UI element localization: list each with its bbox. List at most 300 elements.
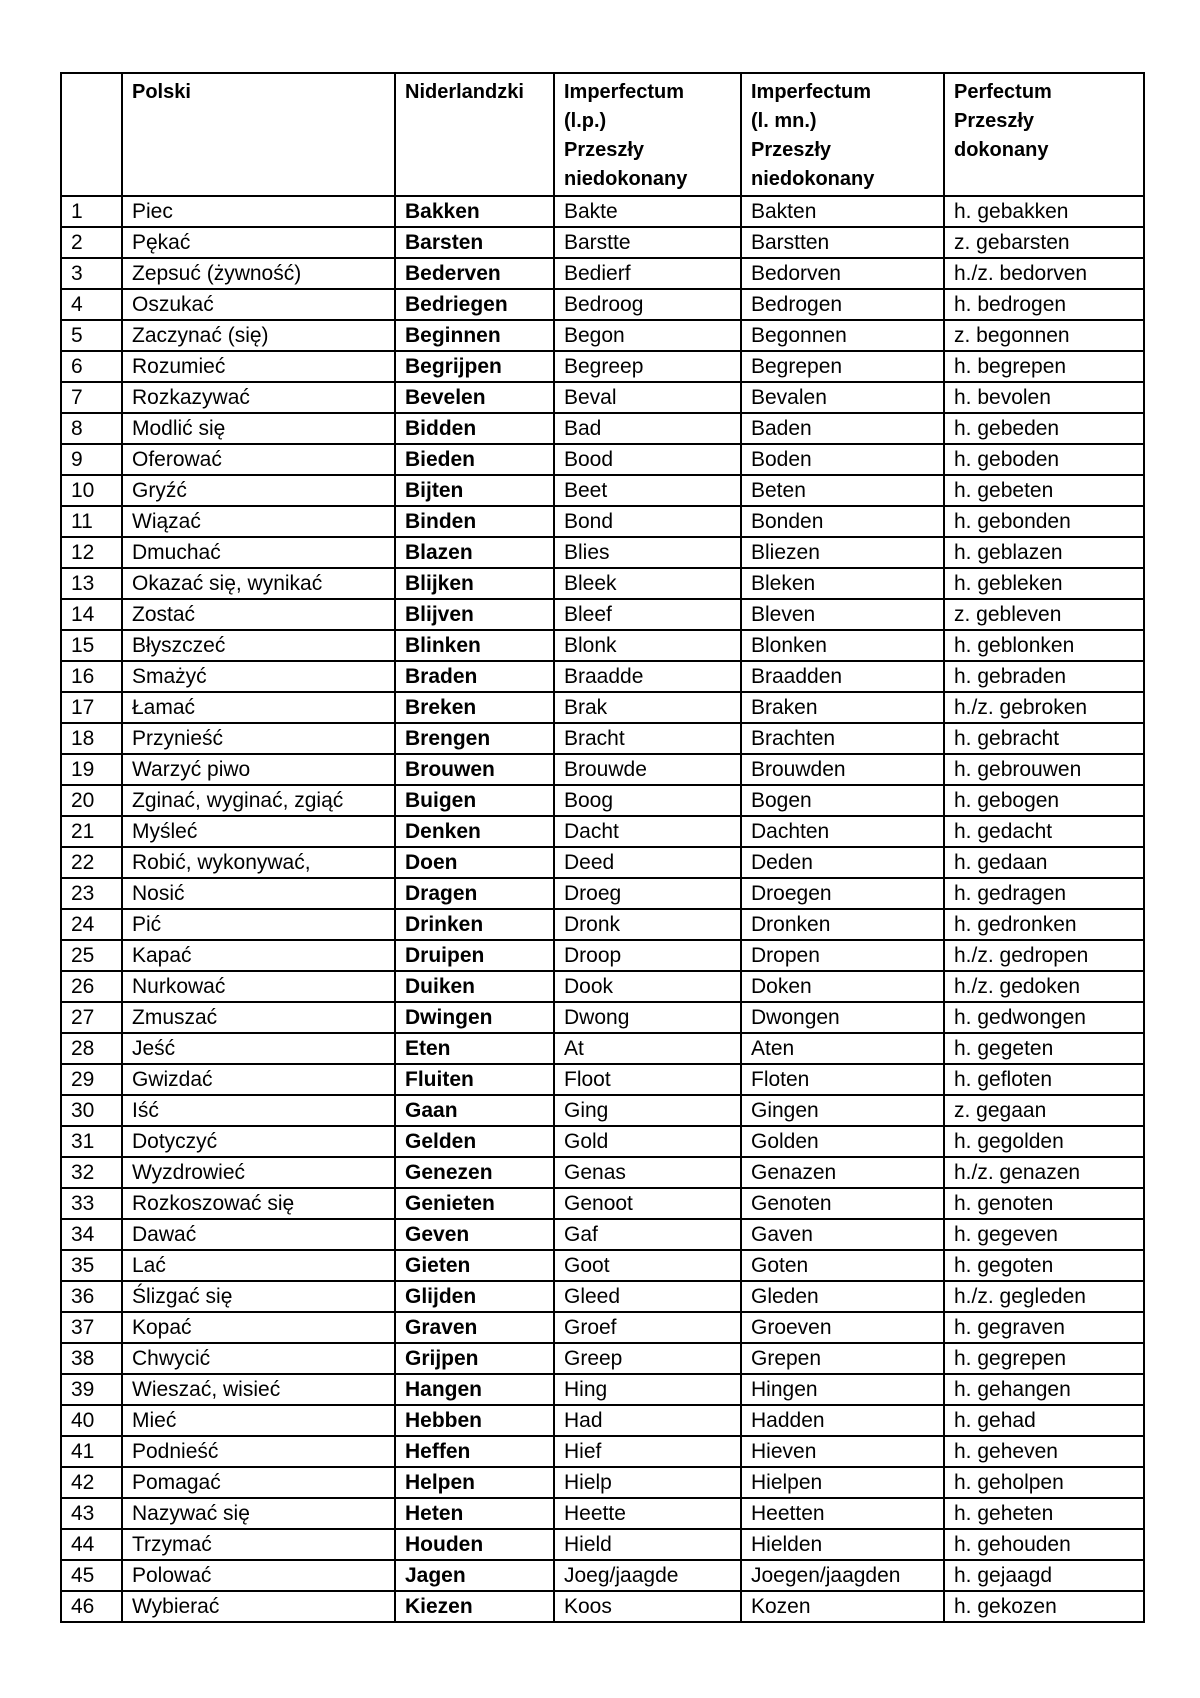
perfectum: h. gegrepen bbox=[944, 1343, 1144, 1374]
imperfectum-plural: Bonden bbox=[741, 506, 944, 537]
perfectum: h. gebeten bbox=[944, 475, 1144, 506]
imperfectum-singular: Droeg bbox=[554, 878, 741, 909]
imperfectum-plural: Gleden bbox=[741, 1281, 944, 1312]
imperfectum-singular: Deed bbox=[554, 847, 741, 878]
perfectum: h. gekozen bbox=[944, 1591, 1144, 1622]
table-row bbox=[61, 1064, 1144, 1095]
row-number: 22 bbox=[61, 847, 122, 878]
polish-verb: Podnieść bbox=[122, 1436, 395, 1467]
table-row bbox=[61, 1250, 1144, 1281]
table-row bbox=[61, 599, 1144, 630]
table-row bbox=[61, 785, 1144, 816]
polish-verb: Wyzdrowieć bbox=[122, 1157, 395, 1188]
table-row bbox=[61, 1219, 1144, 1250]
row-number: 23 bbox=[61, 878, 122, 909]
imperfectum-singular: Dronk bbox=[554, 909, 741, 940]
table-row bbox=[61, 754, 1144, 785]
imperfectum-singular: Bracht bbox=[554, 723, 741, 754]
imperfectum-plural: Joegen/jaagden bbox=[741, 1560, 944, 1591]
header-line: (l.p.) bbox=[564, 110, 607, 132]
imperfectum-plural: Begrepen bbox=[741, 351, 944, 382]
table-row bbox=[61, 196, 1144, 227]
perfectum: h. gebleken bbox=[944, 568, 1144, 599]
imperfectum-plural: Gingen bbox=[741, 1095, 944, 1126]
perfectum: h. gedronken bbox=[944, 909, 1144, 940]
polish-verb: Zaczynać (się) bbox=[122, 320, 395, 351]
row-number: 27 bbox=[61, 1002, 122, 1033]
imperfectum-singular: Bedierf bbox=[554, 258, 741, 289]
imperfectum-singular: Greep bbox=[554, 1343, 741, 1374]
table-row bbox=[61, 630, 1144, 661]
header-line: Przeszły bbox=[954, 110, 1035, 132]
imperfectum-singular: Hief bbox=[554, 1436, 741, 1467]
imperfectum-singular: Brak bbox=[554, 692, 741, 723]
polish-verb: Rozkoszować się bbox=[122, 1188, 395, 1219]
imperfectum-singular: Bood bbox=[554, 444, 741, 475]
perfectum: h./z. gedropen bbox=[944, 940, 1144, 971]
polish-verb: Lać bbox=[122, 1250, 395, 1281]
imperfectum-plural: Goten bbox=[741, 1250, 944, 1281]
perfectum: h. gedacht bbox=[944, 816, 1144, 847]
imperfectum-singular: Dook bbox=[554, 971, 741, 1002]
dutch-verb: Breken bbox=[395, 692, 554, 723]
header-line: Perfectum bbox=[954, 81, 1052, 103]
table-row bbox=[61, 1126, 1144, 1157]
imperfectum-singular: Bleek bbox=[554, 568, 741, 599]
imperfectum-plural: Groeven bbox=[741, 1312, 944, 1343]
dutch-verb: Blijven bbox=[395, 599, 554, 630]
dutch-verb: Begrijpen bbox=[395, 351, 554, 382]
table-row bbox=[61, 878, 1144, 909]
imperfectum-singular: Koos bbox=[554, 1591, 741, 1622]
imperfectum-plural: Hieven bbox=[741, 1436, 944, 1467]
perfectum: z. gegaan bbox=[944, 1095, 1144, 1126]
imperfectum-plural: Baden bbox=[741, 413, 944, 444]
perfectum: h. gedwongen bbox=[944, 1002, 1144, 1033]
imperfectum-plural: Gaven bbox=[741, 1219, 944, 1250]
table-row bbox=[61, 475, 1144, 506]
polish-verb: Dotyczyć bbox=[122, 1126, 395, 1157]
imperfectum-singular: Bond bbox=[554, 506, 741, 537]
perfectum: z. gebleven bbox=[944, 599, 1144, 630]
imperfectum-plural: Hingen bbox=[741, 1374, 944, 1405]
perfectum: z. gebarsten bbox=[944, 227, 1144, 258]
imperfectum-singular: Gold bbox=[554, 1126, 741, 1157]
table-row bbox=[61, 227, 1144, 258]
imperfectum-plural: Boden bbox=[741, 444, 944, 475]
imperfectum-singular: Gleed bbox=[554, 1281, 741, 1312]
row-number: 18 bbox=[61, 723, 122, 754]
header-line: niedokonany bbox=[751, 168, 875, 190]
perfectum: h. gegolden bbox=[944, 1126, 1144, 1157]
imperfectum-plural: Bedorven bbox=[741, 258, 944, 289]
row-number: 8 bbox=[61, 413, 122, 444]
dutch-verb: Barsten bbox=[395, 227, 554, 258]
row-number: 4 bbox=[61, 289, 122, 320]
dutch-verb: Blazen bbox=[395, 537, 554, 568]
polish-verb: Wiązać bbox=[122, 506, 395, 537]
perfectum: h./z. gegleden bbox=[944, 1281, 1144, 1312]
imperfectum-singular: Begon bbox=[554, 320, 741, 351]
header-line: Imperfectum bbox=[751, 81, 872, 103]
dutch-verb: Kiezen bbox=[395, 1591, 554, 1622]
polish-verb: Warzyć piwo bbox=[122, 754, 395, 785]
perfectum: h. geblazen bbox=[944, 537, 1144, 568]
header-line: Przeszły bbox=[751, 139, 832, 161]
perfectum: h. gegoten bbox=[944, 1250, 1144, 1281]
polish-verb: Piec bbox=[122, 196, 395, 227]
imperfectum-singular: Blonk bbox=[554, 630, 741, 661]
polish-verb: Rozkazywać bbox=[122, 382, 395, 413]
perfectum: h. gehouden bbox=[944, 1529, 1144, 1560]
row-number: 13 bbox=[61, 568, 122, 599]
table-row bbox=[61, 909, 1144, 940]
dutch-verb: Brouwen bbox=[395, 754, 554, 785]
polish-verb: Myśleć bbox=[122, 816, 395, 847]
perfectum: h. gegeven bbox=[944, 1219, 1144, 1250]
header-line: dokonany bbox=[954, 139, 1049, 161]
polish-verb: Oszukać bbox=[122, 289, 395, 320]
row-number: 19 bbox=[61, 754, 122, 785]
imperfectum-plural: Hadden bbox=[741, 1405, 944, 1436]
imperfectum-singular: Had bbox=[554, 1405, 741, 1436]
verb-rows bbox=[61, 196, 1144, 1622]
dutch-verb: Binden bbox=[395, 506, 554, 537]
perfectum: h./z. gebroken bbox=[944, 692, 1144, 723]
row-number: 31 bbox=[61, 1126, 122, 1157]
header-line: niedokonany bbox=[564, 168, 688, 190]
imperfectum-plural: Dwongen bbox=[741, 1002, 944, 1033]
row-number: 38 bbox=[61, 1343, 122, 1374]
perfectum: h. geholpen bbox=[944, 1467, 1144, 1498]
polish-verb: Zmuszać bbox=[122, 1002, 395, 1033]
polish-verb: Mieć bbox=[122, 1405, 395, 1436]
imperfectum-plural: Bliezen bbox=[741, 537, 944, 568]
table-row bbox=[61, 816, 1144, 847]
imperfectum-singular: Braadde bbox=[554, 661, 741, 692]
polish-verb: Pić bbox=[122, 909, 395, 940]
row-number: 20 bbox=[61, 785, 122, 816]
verb-table bbox=[60, 72, 1145, 1623]
dutch-verb: Bedriegen bbox=[395, 289, 554, 320]
perfectum: h./z. genazen bbox=[944, 1157, 1144, 1188]
polish-verb: Nazywać się bbox=[122, 1498, 395, 1529]
imperfectum-singular: Ging bbox=[554, 1095, 741, 1126]
imperfectum-plural: Hielden bbox=[741, 1529, 944, 1560]
header-niderlandzki: Niderlandzki bbox=[395, 73, 554, 196]
polish-verb: Gryźć bbox=[122, 475, 395, 506]
polish-verb: Iść bbox=[122, 1095, 395, 1126]
imperfectum-plural: Doken bbox=[741, 971, 944, 1002]
dutch-verb: Beginnen bbox=[395, 320, 554, 351]
dutch-verb: Blijken bbox=[395, 568, 554, 599]
dutch-verb: Genezen bbox=[395, 1157, 554, 1188]
imperfectum-singular: Bleef bbox=[554, 599, 741, 630]
row-number: 42 bbox=[61, 1467, 122, 1498]
dutch-verb: Bidden bbox=[395, 413, 554, 444]
imperfectum-plural: Bakten bbox=[741, 196, 944, 227]
row-number: 29 bbox=[61, 1064, 122, 1095]
imperfectum-singular: Hielp bbox=[554, 1467, 741, 1498]
table-row bbox=[61, 1095, 1144, 1126]
imperfectum-singular: Bad bbox=[554, 413, 741, 444]
perfectum: h. gehangen bbox=[944, 1374, 1144, 1405]
polish-verb: Smażyć bbox=[122, 661, 395, 692]
table-row bbox=[61, 1374, 1144, 1405]
polish-verb: Oferować bbox=[122, 444, 395, 475]
table-row bbox=[61, 413, 1144, 444]
table-row bbox=[61, 289, 1144, 320]
dutch-verb: Brengen bbox=[395, 723, 554, 754]
table-row bbox=[61, 661, 1144, 692]
dutch-verb: Denken bbox=[395, 816, 554, 847]
imperfectum-plural: Dachten bbox=[741, 816, 944, 847]
dutch-verb: Braden bbox=[395, 661, 554, 692]
imperfectum-plural: Grepen bbox=[741, 1343, 944, 1374]
imperfectum-plural: Dronken bbox=[741, 909, 944, 940]
polish-verb: Łamać bbox=[122, 692, 395, 723]
table-row bbox=[61, 723, 1144, 754]
row-number: 15 bbox=[61, 630, 122, 661]
dutch-verb: Glijden bbox=[395, 1281, 554, 1312]
row-number: 3 bbox=[61, 258, 122, 289]
imperfectum-singular: Begreep bbox=[554, 351, 741, 382]
dutch-verb: Bevelen bbox=[395, 382, 554, 413]
perfectum: h. gefloten bbox=[944, 1064, 1144, 1095]
imperfectum-plural: Braadden bbox=[741, 661, 944, 692]
table-row bbox=[61, 940, 1144, 971]
table-row bbox=[61, 320, 1144, 351]
imperfectum-plural: Kozen bbox=[741, 1591, 944, 1622]
row-number: 21 bbox=[61, 816, 122, 847]
dutch-verb: Genieten bbox=[395, 1188, 554, 1219]
polish-verb: Kapać bbox=[122, 940, 395, 971]
perfectum: h. gegraven bbox=[944, 1312, 1144, 1343]
imperfectum-plural: Barstten bbox=[741, 227, 944, 258]
header-polski: Polski bbox=[122, 73, 395, 196]
imperfectum-plural: Bevalen bbox=[741, 382, 944, 413]
polish-verb: Dawać bbox=[122, 1219, 395, 1250]
header-line: Imperfectum bbox=[564, 81, 685, 103]
dutch-verb: Eten bbox=[395, 1033, 554, 1064]
imperfectum-plural: Deden bbox=[741, 847, 944, 878]
imperfectum-singular: Gaf bbox=[554, 1219, 741, 1250]
row-number: 26 bbox=[61, 971, 122, 1002]
dutch-verb: Geven bbox=[395, 1219, 554, 1250]
dutch-verb: Buigen bbox=[395, 785, 554, 816]
perfectum: h./z. bedorven bbox=[944, 258, 1144, 289]
polish-verb: Okazać się, wynikać bbox=[122, 568, 395, 599]
imperfectum-plural: Bedrogen bbox=[741, 289, 944, 320]
perfectum: h. gedaan bbox=[944, 847, 1144, 878]
row-number: 11 bbox=[61, 506, 122, 537]
perfectum: h. gejaagd bbox=[944, 1560, 1144, 1591]
polish-verb: Robić, wykonywać, bbox=[122, 847, 395, 878]
perfectum: h. bedrogen bbox=[944, 289, 1144, 320]
table-row bbox=[61, 847, 1144, 878]
row-number: 43 bbox=[61, 1498, 122, 1529]
dutch-verb: Hangen bbox=[395, 1374, 554, 1405]
imperfectum-plural: Braken bbox=[741, 692, 944, 723]
perfectum: h. gebraden bbox=[944, 661, 1144, 692]
polish-verb: Chwycić bbox=[122, 1343, 395, 1374]
row-number: 45 bbox=[61, 1560, 122, 1591]
perfectum: h. bevolen bbox=[944, 382, 1144, 413]
imperfectum-plural: Bleven bbox=[741, 599, 944, 630]
polish-verb: Wieszać, wisieć bbox=[122, 1374, 395, 1405]
imperfectum-singular: Hing bbox=[554, 1374, 741, 1405]
perfectum: h. gehad bbox=[944, 1405, 1144, 1436]
row-number: 36 bbox=[61, 1281, 122, 1312]
polish-verb: Polować bbox=[122, 1560, 395, 1591]
polish-verb: Modlić się bbox=[122, 413, 395, 444]
imperfectum-singular: Bedroog bbox=[554, 289, 741, 320]
table-row bbox=[61, 1560, 1144, 1591]
imperfectum-singular: Beval bbox=[554, 382, 741, 413]
dutch-verb: Heffen bbox=[395, 1436, 554, 1467]
row-number: 7 bbox=[61, 382, 122, 413]
perfectum: h. geheten bbox=[944, 1498, 1144, 1529]
imperfectum-singular: At bbox=[554, 1033, 741, 1064]
row-number: 12 bbox=[61, 537, 122, 568]
perfectum: h. geblonken bbox=[944, 630, 1144, 661]
dutch-verb: Druipen bbox=[395, 940, 554, 971]
header-line: (l. mn.) bbox=[751, 110, 817, 132]
row-number: 16 bbox=[61, 661, 122, 692]
perfectum: h. begrepen bbox=[944, 351, 1144, 382]
polish-verb: Trzymać bbox=[122, 1529, 395, 1560]
polish-verb: Wybierać bbox=[122, 1591, 395, 1622]
dutch-verb: Dwingen bbox=[395, 1002, 554, 1033]
perfectum: h. gebogen bbox=[944, 785, 1144, 816]
dutch-verb: Hebben bbox=[395, 1405, 554, 1436]
table-row bbox=[61, 1405, 1144, 1436]
dutch-verb: Jagen bbox=[395, 1560, 554, 1591]
header-line: Przeszły bbox=[564, 139, 645, 161]
table-row bbox=[61, 1033, 1144, 1064]
polish-verb: Ślizgać się bbox=[122, 1281, 395, 1312]
perfectum: h. gebrouwen bbox=[944, 754, 1144, 785]
table-row bbox=[61, 692, 1144, 723]
imperfectum-singular: Barstte bbox=[554, 227, 741, 258]
perfectum: h. gebonden bbox=[944, 506, 1144, 537]
imperfectum-plural: Blonken bbox=[741, 630, 944, 661]
perfectum: h. gebakken bbox=[944, 196, 1144, 227]
table-row bbox=[61, 1002, 1144, 1033]
imperfectum-singular: Boog bbox=[554, 785, 741, 816]
table-row bbox=[61, 1436, 1144, 1467]
dutch-verb: Houden bbox=[395, 1529, 554, 1560]
row-number: 46 bbox=[61, 1591, 122, 1622]
imperfectum-plural: Genoten bbox=[741, 1188, 944, 1219]
imperfectum-plural: Genazen bbox=[741, 1157, 944, 1188]
imperfectum-plural: Aten bbox=[741, 1033, 944, 1064]
dutch-verb: Dragen bbox=[395, 878, 554, 909]
polish-verb: Przynieść bbox=[122, 723, 395, 754]
imperfectum-singular: Blies bbox=[554, 537, 741, 568]
imperfectum-singular: Dwong bbox=[554, 1002, 741, 1033]
row-number: 40 bbox=[61, 1405, 122, 1436]
table-row bbox=[61, 1343, 1144, 1374]
imperfectum-singular: Floot bbox=[554, 1064, 741, 1095]
table-row bbox=[61, 1467, 1144, 1498]
row-number: 14 bbox=[61, 599, 122, 630]
polish-verb: Dmuchać bbox=[122, 537, 395, 568]
table-row bbox=[61, 351, 1144, 382]
table-row bbox=[61, 568, 1144, 599]
table-row bbox=[61, 444, 1144, 475]
imperfectum-singular: Groef bbox=[554, 1312, 741, 1343]
perfectum: h. gebracht bbox=[944, 723, 1144, 754]
row-number: 33 bbox=[61, 1188, 122, 1219]
table-row bbox=[61, 506, 1144, 537]
table-row bbox=[61, 258, 1144, 289]
header-imperfectum-lp bbox=[554, 73, 741, 196]
polish-verb: Pomagać bbox=[122, 1467, 395, 1498]
table-row bbox=[61, 1157, 1144, 1188]
row-number: 39 bbox=[61, 1374, 122, 1405]
dutch-verb: Bijten bbox=[395, 475, 554, 506]
imperfectum-singular: Genoot bbox=[554, 1188, 741, 1219]
dutch-verb: Fluiten bbox=[395, 1064, 554, 1095]
row-number: 32 bbox=[61, 1157, 122, 1188]
dutch-verb: Gieten bbox=[395, 1250, 554, 1281]
row-number: 35 bbox=[61, 1250, 122, 1281]
row-number: 9 bbox=[61, 444, 122, 475]
imperfectum-singular: Goot bbox=[554, 1250, 741, 1281]
imperfectum-singular: Bakte bbox=[554, 196, 741, 227]
polish-verb: Kopać bbox=[122, 1312, 395, 1343]
polish-verb: Zginać, wyginać, zgiąć bbox=[122, 785, 395, 816]
dutch-verb: Blinken bbox=[395, 630, 554, 661]
dutch-verb: Gelden bbox=[395, 1126, 554, 1157]
table-row bbox=[61, 971, 1144, 1002]
table-row bbox=[61, 537, 1144, 568]
row-number: 24 bbox=[61, 909, 122, 940]
dutch-verb: Grijpen bbox=[395, 1343, 554, 1374]
row-number: 30 bbox=[61, 1095, 122, 1126]
imperfectum-singular: Heette bbox=[554, 1498, 741, 1529]
polish-verb: Rozumieć bbox=[122, 351, 395, 382]
perfectum: h. geboden bbox=[944, 444, 1144, 475]
row-number: 44 bbox=[61, 1529, 122, 1560]
polish-verb: Nosić bbox=[122, 878, 395, 909]
imperfectum-plural: Beten bbox=[741, 475, 944, 506]
imperfectum-singular: Droop bbox=[554, 940, 741, 971]
imperfectum-plural: Heetten bbox=[741, 1498, 944, 1529]
row-number: 25 bbox=[61, 940, 122, 971]
row-number: 28 bbox=[61, 1033, 122, 1064]
imperfectum-singular: Hield bbox=[554, 1529, 741, 1560]
row-number: 17 bbox=[61, 692, 122, 723]
imperfectum-plural: Bleken bbox=[741, 568, 944, 599]
table-row bbox=[61, 1312, 1144, 1343]
polish-verb: Zepsuć (żywność) bbox=[122, 258, 395, 289]
table-row bbox=[61, 1591, 1144, 1622]
header-imperfectum-lmn bbox=[741, 73, 944, 196]
row-number: 41 bbox=[61, 1436, 122, 1467]
imperfectum-singular: Genas bbox=[554, 1157, 741, 1188]
polish-verb: Zostać bbox=[122, 599, 395, 630]
dutch-verb: Helpen bbox=[395, 1467, 554, 1498]
row-number: 37 bbox=[61, 1312, 122, 1343]
dutch-verb: Gaan bbox=[395, 1095, 554, 1126]
imperfectum-plural: Brouwden bbox=[741, 754, 944, 785]
row-number: 2 bbox=[61, 227, 122, 258]
dutch-verb: Bieden bbox=[395, 444, 554, 475]
dutch-verb: Bederven bbox=[395, 258, 554, 289]
imperfectum-plural: Brachten bbox=[741, 723, 944, 754]
